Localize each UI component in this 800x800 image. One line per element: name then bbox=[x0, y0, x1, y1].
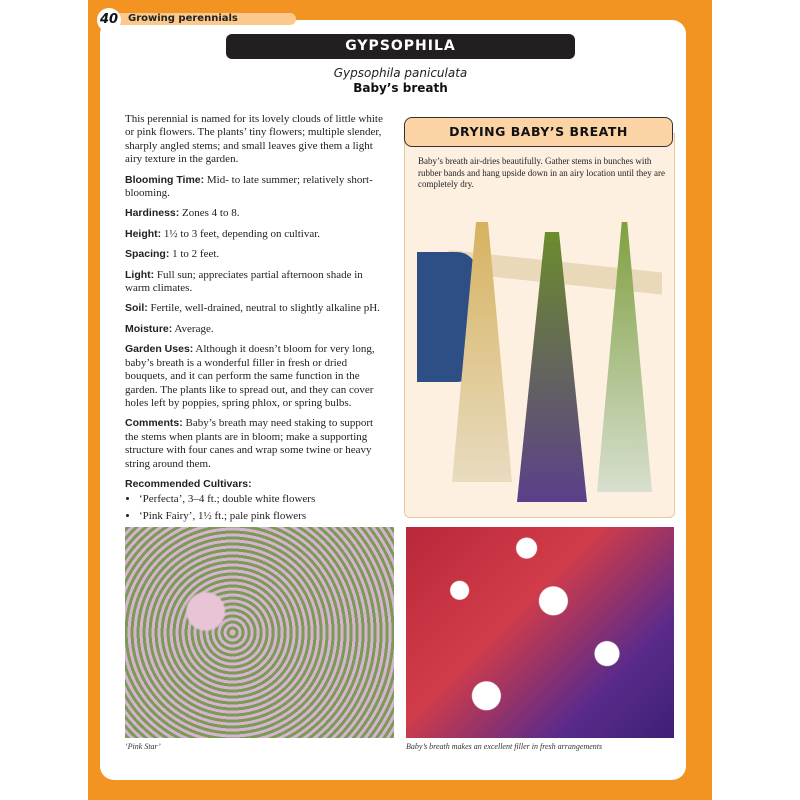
fact-label: Hardiness: bbox=[125, 207, 180, 220]
page-title: GYPSOPHILA bbox=[226, 34, 575, 59]
fact-text: 1 to 2 feet. bbox=[169, 248, 220, 261]
section-tab: Growing perennials bbox=[100, 13, 296, 25]
sidebar-text: Baby’s breath air-dries beautifully. Gather stems in bunches with rubber bands and hang upside down in an airy location until they are completely dry. bbox=[418, 156, 665, 189]
fact-0 bbox=[125, 174, 389, 201]
sidebar-title: DRYING BABY’S BREATH bbox=[404, 117, 673, 147]
fact-4 bbox=[125, 269, 389, 296]
fact-text: Fertile, well-drained, neutral to slightly alkaline pH. bbox=[147, 302, 380, 315]
main-text bbox=[125, 113, 389, 526]
page-number: 40 bbox=[97, 8, 121, 32]
fact-3 bbox=[125, 248, 389, 261]
caption-right: Baby’s breath makes an excellent filler in fresh arrangements bbox=[406, 742, 603, 751]
fact-text: Zones 4 to 8. bbox=[179, 207, 240, 220]
fact-7 bbox=[125, 343, 389, 410]
fact-label: Spacing: bbox=[125, 248, 170, 261]
cultivars-label: Recommended Cultivars: bbox=[125, 477, 252, 490]
fact-label: Height: bbox=[125, 227, 162, 240]
common-name: Baby’s breath bbox=[353, 81, 448, 95]
fact-label: Blooming Time: bbox=[125, 173, 205, 186]
caption-left: ‘Pink Star’ bbox=[125, 742, 161, 751]
fact-text: Full sun; appreciates partial afternoon shade in warm climates. bbox=[125, 268, 363, 295]
fact-5 bbox=[125, 302, 389, 315]
fact-text: Although it doesn’t bloom for very long, baby’s breath is a wonderful filler in fresh or dried bouquets, and it can perform the same function in the garden. The plants like to spread out, and they can cover holes left by poppies, spring phlox, or spring bulbs. bbox=[125, 343, 375, 409]
fact-label: Comments: bbox=[125, 417, 183, 430]
intro: This perennial is named for its lovely clouds of little white or pink flowers. The plants’ tiny flowers; multiple slender, sharply angled stems; and small leaves give them a light airy texture in the garden. bbox=[125, 113, 383, 166]
fact-6 bbox=[125, 323, 389, 336]
pink-star-photo bbox=[125, 527, 394, 738]
cultivar-item: • ‘Perfecta’, 3–4 ft.; double white flowers bbox=[139, 493, 389, 506]
fact-text: Mid- to late summer; relatively short-blooming. bbox=[125, 173, 373, 200]
cultivar-item: • ‘Pink Fairy’, 1½ ft.; pale pink flowers bbox=[139, 510, 389, 523]
fact-label: Light: bbox=[125, 268, 155, 281]
arrangement-photo bbox=[406, 527, 674, 738]
fact-8 bbox=[125, 417, 389, 471]
fact-text: Baby’s breath may need staking to support the stems when plants are in bloom; make a supporting structure with four canes and wrap some twine or heavy string around them. bbox=[125, 417, 374, 470]
fact-text: 1½ to 3 feet, depending on cultivar. bbox=[161, 227, 321, 240]
drying-photo-overlay bbox=[417, 202, 662, 503]
latin-name: Gypsophila paniculata bbox=[333, 66, 468, 80]
fact-text: Average. bbox=[172, 322, 214, 335]
fact-label: Moisture: bbox=[125, 322, 173, 335]
fact-1 bbox=[125, 207, 389, 220]
fact-label: Garden Uses: bbox=[125, 343, 194, 356]
fact-label: Soil: bbox=[125, 302, 148, 315]
fact-2 bbox=[125, 228, 389, 241]
